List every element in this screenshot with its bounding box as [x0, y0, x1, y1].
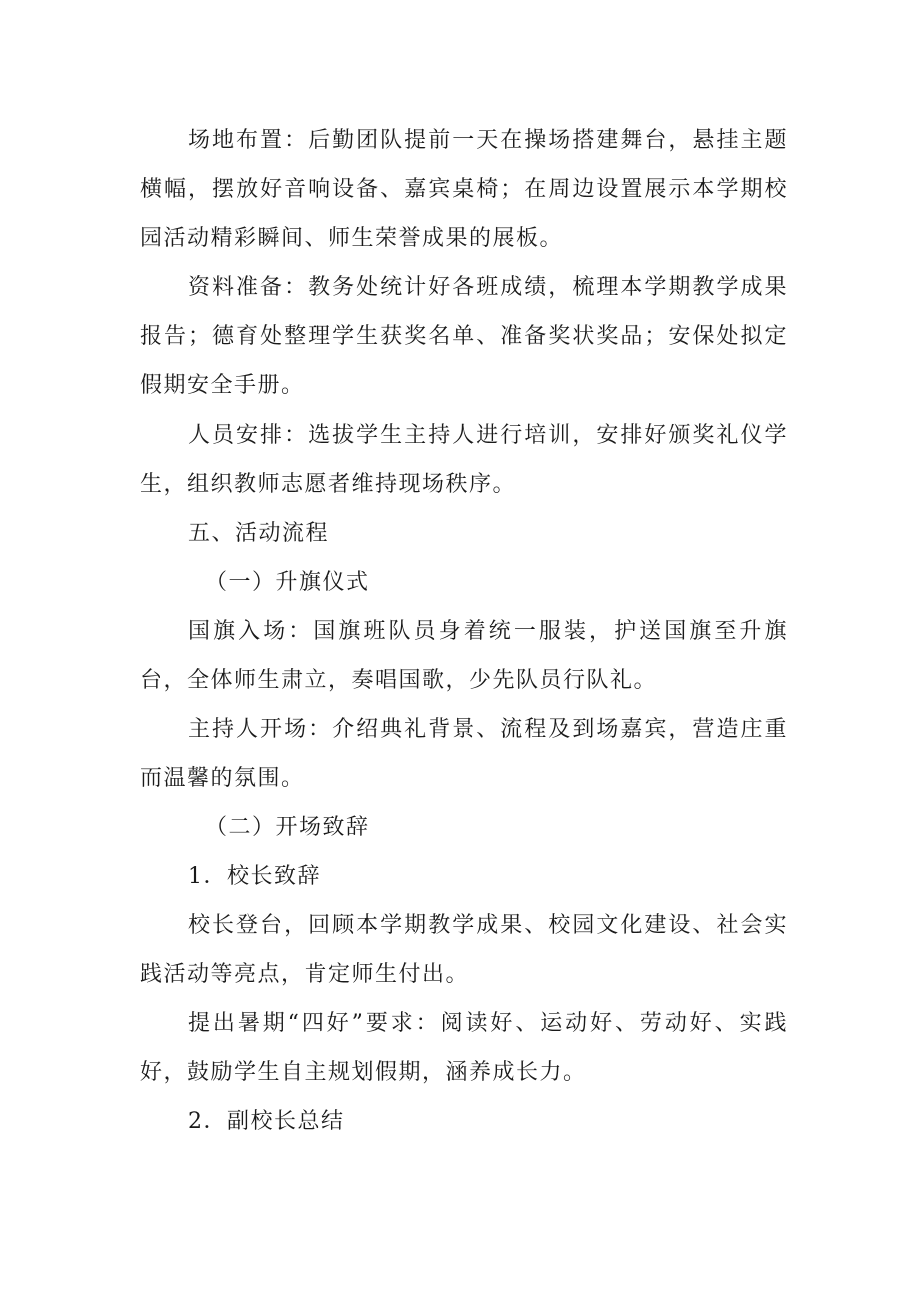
subsection-heading-flag-raising: （一）升旗仪式 [205, 570, 370, 595]
paragraph-host-opening: 主持人开场：介绍典礼背景、流程及到场嘉宾，营造庄重而温馨的氛围。 [140, 717, 788, 791]
paragraph-venue-setup: 场地布置：后勤团队提前一天在操场搭建舞台，悬挂主题横幅，摆放好音响设备、嘉宾桌椅；在周边设置展示本学期校园活动精彩瞬间、师生荣誉成果的展板。 [140, 128, 788, 251]
paragraph-principal-review: 校长登台，回顾本学期教学成果、校园文化建设、社会实践活动等亮点，肯定师生付出。 [140, 913, 788, 987]
paragraph-flag-entrance: 国旗入场：国旗班队员身着统一服装，护送国旗至升旗台，全体师生肃立，奏唱国歌，少先队员行队礼。 [140, 619, 788, 693]
paragraph-summer-requirements: 提出暑期“四好”要求：阅读好、运动好、劳动好、实践好，鼓励学生自主规划假期，涵养成长力。 [140, 1011, 788, 1085]
paragraph-materials-preparation: 资料准备：教务处统计好各班成绩，梳理本学期教学成果报告；德育处整理学生获奖名单、准备奖状奖品；安保处拟定假期安全手册。 [140, 275, 788, 398]
item-heading-principal-speech: 1．校长致辞 [188, 864, 321, 889]
section-heading-activity-flow: 五、活动流程 [188, 521, 330, 546]
subsection-heading-opening-speech: （二）开场致辞 [205, 815, 370, 840]
item-heading-vice-principal-summary: 2．副校长总结 [188, 1109, 345, 1134]
paragraph-staff-arrangement: 人员安排：选拔学生主持人进行培训，安排好颁奖礼仪学生，组织教师志愿者维持现场秩序。 [140, 423, 788, 497]
